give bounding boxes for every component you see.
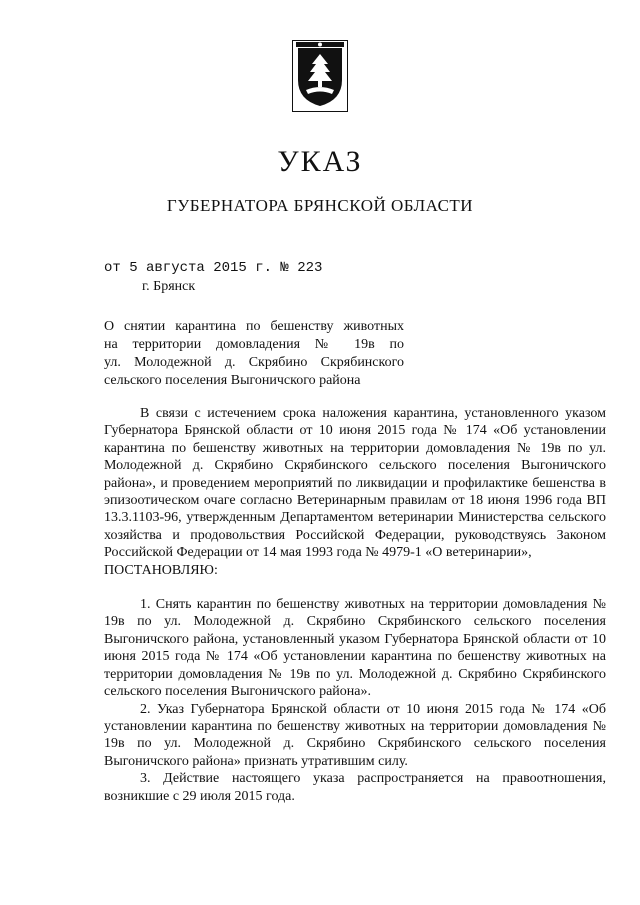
subject-line: ул. Молодежной д. Скрябино Скрябинского [104, 355, 404, 370]
subject-heading [104, 318, 404, 390]
subject-line: на территории домовладения № 19в по [104, 337, 404, 352]
place-of-issue: г. Брянск [142, 279, 196, 294]
subject-line: сельского поселения Выгоничского района [104, 373, 361, 388]
decree-word: ПОСТАНОВЛЯЮ: [104, 562, 218, 578]
preamble-paragraph: В связи с истечением срока наложения карантина, установленного указом Губернатора Брянской области от 10 июня 2015 года № 174 «Об установлении карантина по бешенству животных на территории домовладения № 19в по ул. Молодежной д. Скрябино Скрябинского сельского поселения Выгоничского района», и проведением мероприятий по ликвидации и профилактике бешенства в эпизоотическом очаге согласно Ветеринарным правилам от 18 июня 1996 года ВП 13.3.1103-96, утвержденным Департаментом ветеринарии Министерства сельского хозяйства и продовольствия Российской Федерации, руководствуясь Законом Российской Федерации от 14 мая 1993 года № 4979-1 «О ветеринарии», [104, 406, 606, 561]
document-title: УКАЗ [277, 145, 363, 178]
date-number-line: от 5 августа 2015 г. № 223 [104, 260, 323, 276]
subject-line: О снятии карантина по бешенству животных [104, 319, 404, 334]
document-body [104, 405, 606, 805]
document-subtitle: ГУБЕРНАТОРА БРЯНСКОЙ ОБЛАСТИ [166, 196, 474, 215]
clause-3: 3. Действие настоящего указа распространяется на правоотношения, возникшие с 29 июля 2015 года. [104, 771, 606, 804]
clause-2: 2. Указ Губернатора Брянской области от 10 июня 2015 года № 174 «Об установлении карантина по бешенству животных на территории домовладения № 19в по ул. Молодежной д. Скрябино Скрябинского сельского поселения Выгоничского района» признать утратившим силу. [104, 701, 606, 769]
coat-of-arms-icon [292, 40, 348, 112]
clause-1: 1. Снять карантин по бешенству животных на территории домовладения № 19в по ул. Молодежной д. Скрябино Скрябинского сельского поселения Выгоничского района, установленный указом Губернатора Брянской области от 10 июня 2015 года № 174 «Об установлении карантина по бешенству животных на территории домовладения № 19в по ул. Молодежной д. Скрябино Скрябинского сельского поселения Выгоничского района». [104, 597, 606, 700]
